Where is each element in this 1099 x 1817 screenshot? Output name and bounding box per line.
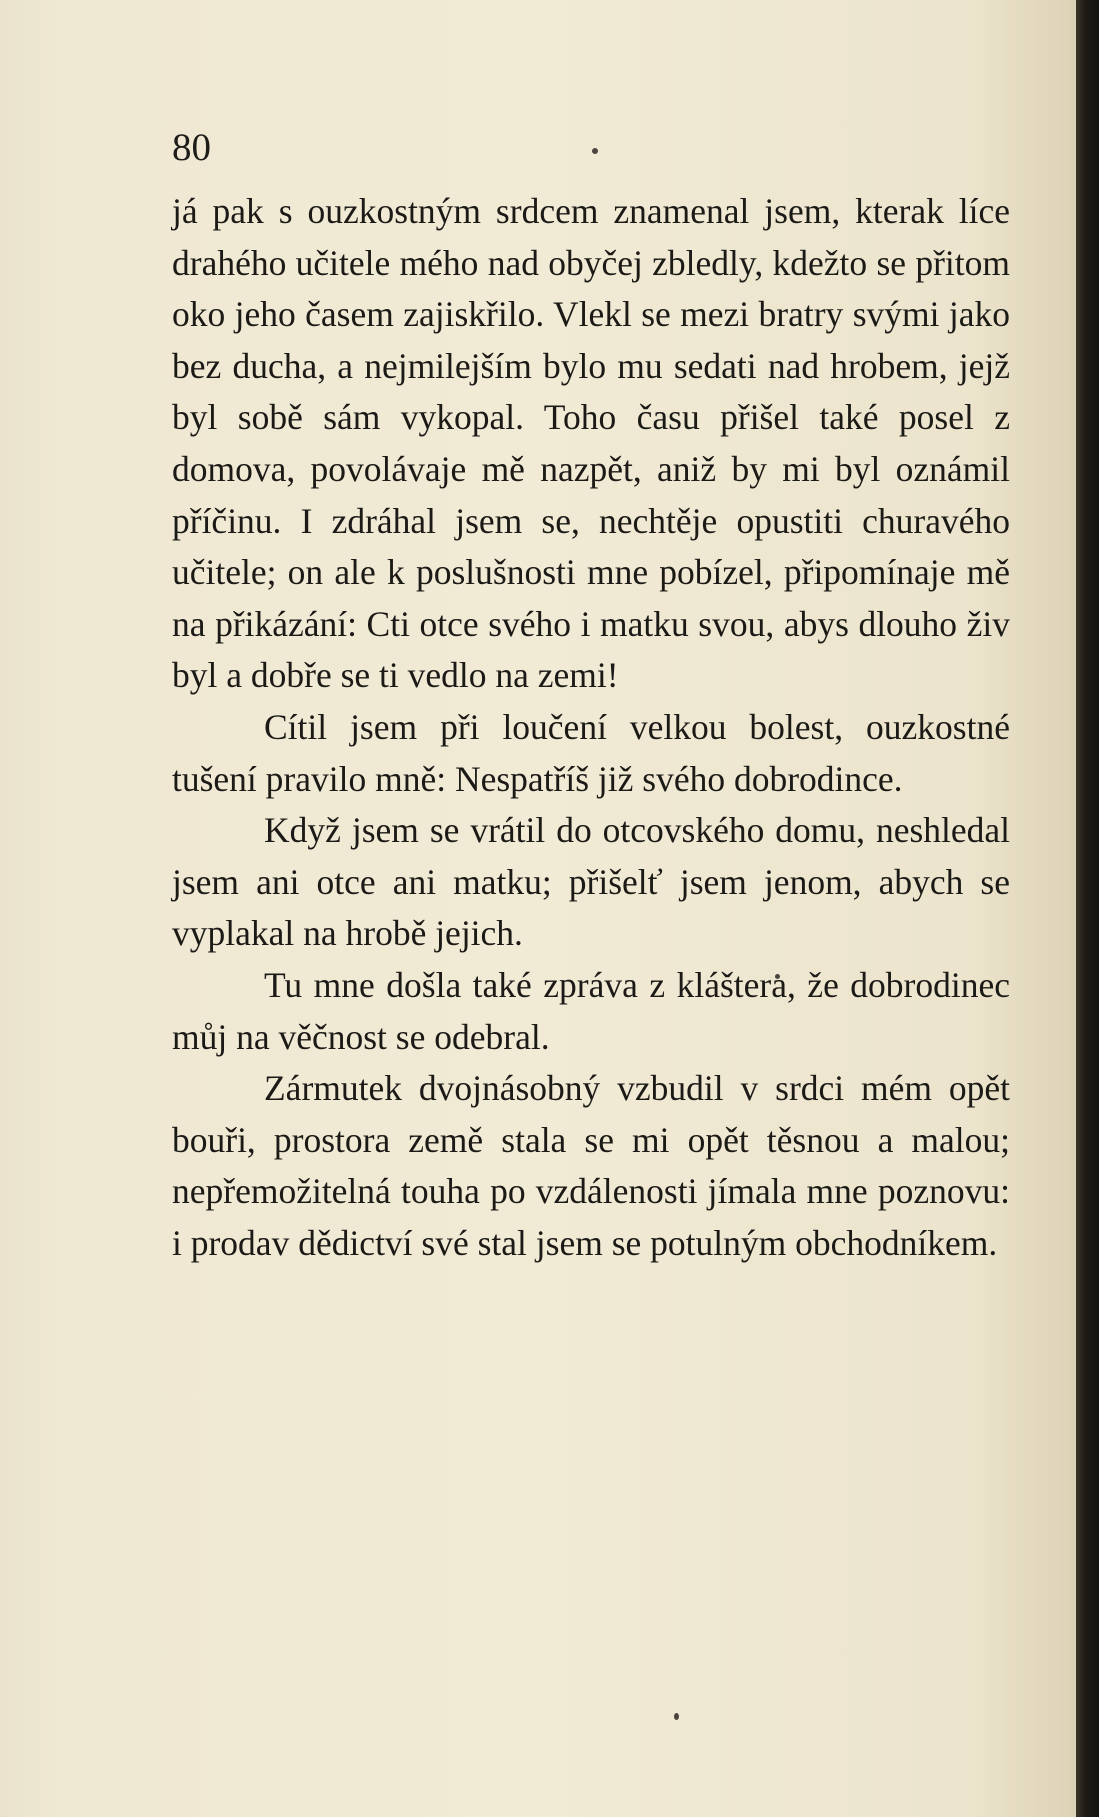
paragraph-2: Cítil jsem při loučení velkou bolest, ouzkostné tušení pravilo mně: Nespatříš již svého dobrodince. <box>172 706 1010 799</box>
paragraph-4: Tu mne došla také zpráva z kláštera, že dobrodinec můj na věčnost se odebral. <box>172 964 1010 1057</box>
ink-speck <box>592 148 598 154</box>
paragraph-5: Zármutek dvojnásobný vzbudil v srdci mém opět bouři, prostora země stala se mi opět těsnou a malou; nepřemožitelná touha po vzdálenosti jímala mne poznovu: i prodav dědictví své stal jsem se potulným obchodníkem. <box>172 1068 1010 1263</box>
book-spine-edge <box>1076 0 1099 1817</box>
page-number: 80 <box>172 126 211 169</box>
body-text <box>172 186 1010 1269</box>
paragraph-1: já pak s ouzkostným srdcem znamenal jsem, kterak líce drahého učitele mého nad obyčej zbledly, kdežto se přitom oko jeho časem zajiskřilo. Vlekl se mezi bratry svými jako bez ducha, a nejmilejším bylo mu sedati nad hrobem, jejž byl sobě sám vykopal. Toho času přišel také posel z domova, povolávaje mě nazpět, aniž by mi byl oznámil příčinu. I zdráhal jsem se, nechtěje opustiti churavého učitele; on ale k poslušnosti mne pobízel, připomínaje mě na přikázání: Cti otce svého i matku svou, abys dlouho živ byl a dobře se ti vedlo na zemi! <box>172 191 1010 696</box>
paragraph-3: Když jsem se vrátil do otcovského domu, neshledal jsem ani otce ani matku; přišelť jsem jenom, abych se vyplakal na hrobě jejich. <box>172 810 1010 954</box>
ink-speck <box>674 1713 679 1720</box>
